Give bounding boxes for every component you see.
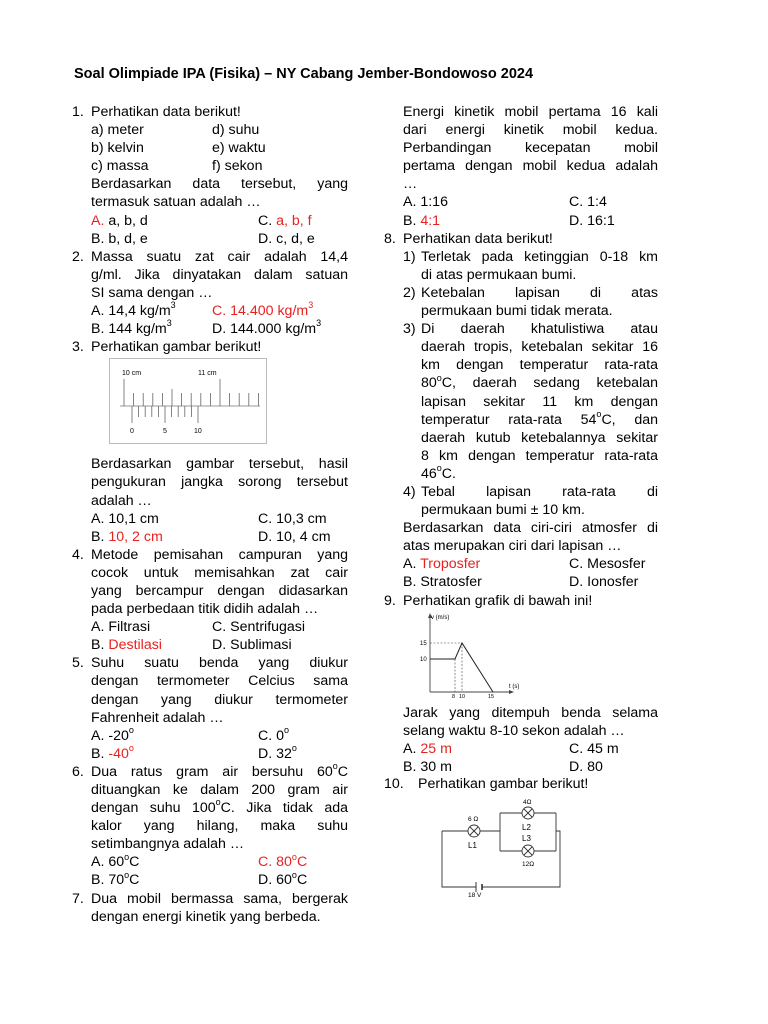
option-b: B. -40$^o$: [91, 743, 134, 762]
question-text: dengan termometer Celcius sama: [91, 673, 348, 690]
velocity-time-graph: [413, 612, 523, 698]
question-text: pada perbedaan titik didih adalah …: [91, 601, 319, 618]
question-number: 1.: [72, 104, 84, 120]
question-text: dituangkan ke dalam 200 gram air: [91, 782, 348, 798]
option-c: C. 10,3 cm: [258, 510, 327, 527]
option-c: C. Mesosfer: [569, 556, 646, 573]
question-text: kalor yang hilang, maka suhu: [91, 818, 348, 835]
circuit-figure: [438, 797, 564, 897]
question-text: yang bercampur dengan didasarkan: [91, 582, 348, 599]
question-number: 6.: [72, 763, 84, 780]
question-text: Fahrenheit adalah …: [91, 709, 224, 726]
option-c: C. 1:4: [569, 194, 607, 211]
x-axis-label: t (s): [509, 683, 520, 690]
question-number: 9.: [384, 592, 396, 609]
data-item: a) meter: [91, 122, 144, 139]
question-text: cocok untuk memisahkan zat cair: [91, 564, 348, 581]
question-text: dengan yang diukur termometer: [91, 691, 348, 708]
y-axis-label: v (m/s): [431, 614, 450, 621]
y-tick-10: 10: [420, 656, 427, 663]
question-text: Dua mobil bermassa sama, bergerak: [91, 890, 348, 907]
option-a: A. a, b, d: [91, 212, 148, 229]
data-item-4: 4) Tebal lapisan rata-rata di permukaan bumi ± 10 km.: [403, 483, 658, 519]
option-b: B. 10, 2 cm: [91, 528, 163, 545]
question-text: selang waktu 8-10 sekon adalah …: [403, 722, 625, 739]
question-1: [72, 103, 348, 248]
option-d: D. 10, 4 cm: [258, 528, 331, 545]
option-b: B. 30 m: [403, 758, 452, 775]
option-a: A. Filtrasi: [91, 619, 151, 636]
data-item-1: 1) Terletak pada ketinggian 0-18 km di atas permukaan bumi.: [403, 248, 658, 283]
y-tick-15: 15: [420, 640, 427, 647]
option-d: D. 144.000 $kg/m^3$: [212, 318, 322, 338]
question-text: adalah …: [91, 492, 152, 509]
question-3: [72, 338, 348, 546]
option-a: A. Troposfer: [403, 556, 481, 573]
option-a: A. 14,4 $kg/m^3$: [91, 300, 176, 320]
question-text: atas merupakan ciri dari lapisan …: [403, 538, 622, 555]
main-scale-label-10: 10 cm: [122, 370, 142, 378]
lamp-L2: [522, 807, 534, 819]
data-item: e) waktu: [212, 140, 266, 157]
x-tick-8: 8: [452, 693, 456, 698]
option-c: C. 0$^o$: [258, 724, 290, 744]
lamp-label-L2: L2: [522, 823, 531, 833]
question-text: Metode pemisahan campuran yang: [91, 546, 348, 563]
lamp-label-L1: L1: [468, 841, 477, 851]
resistance-label-6: 6 Ω: [468, 816, 479, 824]
option-c: C. Sentrifugasi: [212, 619, 306, 636]
question-text: Dua ratus gram air bersuhu 60$^o$C: [91, 761, 348, 780]
vernier-label-5: 5: [163, 428, 167, 436]
question-text: Berdasarkan data tersebut, yang: [91, 176, 348, 193]
question-8: [384, 230, 658, 592]
option-b: B. b, d, e: [91, 230, 148, 247]
option-a: A. 10,1 cm: [91, 510, 159, 527]
lamp-label-L3: L3: [522, 834, 531, 844]
question-text: SI sama dengan …: [91, 284, 213, 301]
lamp-L1: [468, 825, 480, 837]
question-5: [72, 654, 348, 763]
lamp-L3: [522, 845, 534, 857]
option-c: C. 45 m: [569, 740, 619, 757]
right-column: [384, 103, 658, 776]
resistance-label-4: 4Ω: [523, 799, 532, 807]
resistance-label-12: 12Ω: [522, 861, 535, 869]
x-tick-15: 15: [488, 693, 495, 698]
question-text: Berdasarkan data ciri-ciri atmosfer di: [403, 520, 658, 537]
question-number: 7.: [72, 890, 84, 907]
option-c: C. a, b, f: [258, 212, 312, 229]
option-b: B. Destilasi: [91, 637, 162, 654]
option-c: C. 14.400 $kg/m^3$: [212, 300, 314, 320]
question-number: 10.: [384, 776, 404, 792]
option-d: D. 60$^o$C: [258, 869, 308, 889]
question-text: Perhatikan gambar berikut!: [418, 776, 589, 792]
question-text: pengukuran jangka sorong tersebut: [91, 474, 348, 491]
data-item-2: 2) Ketebalan lapisan di atas permukaan bumi tidak merata.: [403, 284, 658, 320]
option-d: D. 80: [569, 758, 603, 775]
question-text: termasuk satuan adalah …: [91, 194, 261, 211]
question-text: Berdasarkan gambar tersebut, hasil: [91, 456, 348, 473]
question-number: 2.: [72, 248, 84, 265]
option-a: A. -20$^o$: [91, 724, 134, 744]
question-10: [384, 775, 674, 897]
question-7-continued: [384, 103, 658, 230]
question-text: Jarak yang ditempuh benda selama: [403, 704, 658, 721]
question-2: [72, 248, 348, 338]
question-9: [384, 592, 658, 776]
question-4: [72, 546, 348, 655]
data-item: b) kelvin: [91, 140, 144, 157]
question-7: [72, 890, 348, 926]
data-item-3: 3) Di daerah khatulistiwa atau daerah tropis, ketebalan sekitar 16 km dengan temperatur rata-rata 80$^o$C, daerah sedang ketebalan lapisan sekitar 11 km dengan temperatur rata-rata 54$^o$C, dan daerah kutub ketebalannya sekitar 8 km dengan temperatur rata-rata 46$^o$C.: [403, 321, 658, 482]
option-a: A. 60$^o$C: [91, 851, 140, 871]
option-c: C. 80$^o$C: [258, 851, 308, 871]
question-text: Perhatikan data berikut!: [91, 104, 241, 120]
question-number: 8.: [384, 230, 396, 247]
option-b: B. 144 $kg/m^3$: [91, 318, 172, 338]
question-text: pertama dengan mobil kedua adalah: [403, 158, 658, 175]
option-d: D. Sublimasi: [212, 637, 292, 654]
data-item: c) massa: [91, 158, 149, 175]
option-b: B. Stratosfer: [403, 574, 482, 591]
question-text: Energi kinetik mobil pertama 16 kali: [403, 104, 658, 120]
left-column: [72, 103, 348, 926]
option-d: D. Ionosfer: [569, 574, 639, 591]
vernier-caliper-figure: [109, 358, 267, 444]
page-title: Soal Olimpiade IPA (Fisika) – NY Cabang Jember-Bondowoso 2024: [74, 66, 534, 82]
question-text: setimbangnya adalah …: [91, 836, 245, 853]
question-text: Suhu suatu benda yang diukur: [91, 655, 348, 672]
question-text: dengan suhu 100$^o$C. Jika tidak ada: [91, 797, 348, 817]
option-b: B. 70$^o$C: [91, 869, 140, 889]
option-d: D. 32$^o$: [258, 743, 297, 762]
data-item: f) sekon: [212, 158, 263, 175]
data-item: d) suhu: [212, 122, 260, 139]
option-d: D. 16:1: [569, 212, 615, 229]
question-text: Perbandingan kecepatan mobil: [403, 140, 658, 157]
question-number: 5.: [72, 655, 84, 672]
option-a: A. 1:16: [403, 194, 448, 211]
question-number: 3.: [72, 339, 84, 356]
question-number: 4.: [72, 546, 84, 563]
question-text: Perhatikan grafik di bawah ini!: [403, 592, 593, 609]
option-b: B. 4:1: [403, 212, 441, 229]
option-a: A. 25 m: [403, 740, 452, 757]
question-text: dari energi kinetik mobil kedua.: [403, 122, 658, 139]
question-text: dengan energi kinetik yang berbeda.: [91, 908, 321, 925]
option-d: D. c, d, e: [258, 230, 315, 247]
question-text: Perhatikan data berikut!: [403, 230, 553, 247]
main-scale-label-11: 11 cm: [198, 370, 217, 378]
vernier-label-0: 0: [130, 428, 134, 436]
x-tick-10: 10: [459, 693, 466, 698]
vernier-label-10: 10: [194, 428, 202, 436]
question-text: Perhatikan gambar berikut!: [91, 339, 262, 356]
question-text: Massa suatu zat cair adalah 14,4: [91, 248, 348, 265]
voltage-label: 18 V: [468, 892, 482, 898]
question-6: [72, 763, 348, 890]
question-text: g/ml. Jika dinyatakan dalam satuan: [91, 266, 348, 283]
question-text: …: [403, 176, 418, 193]
